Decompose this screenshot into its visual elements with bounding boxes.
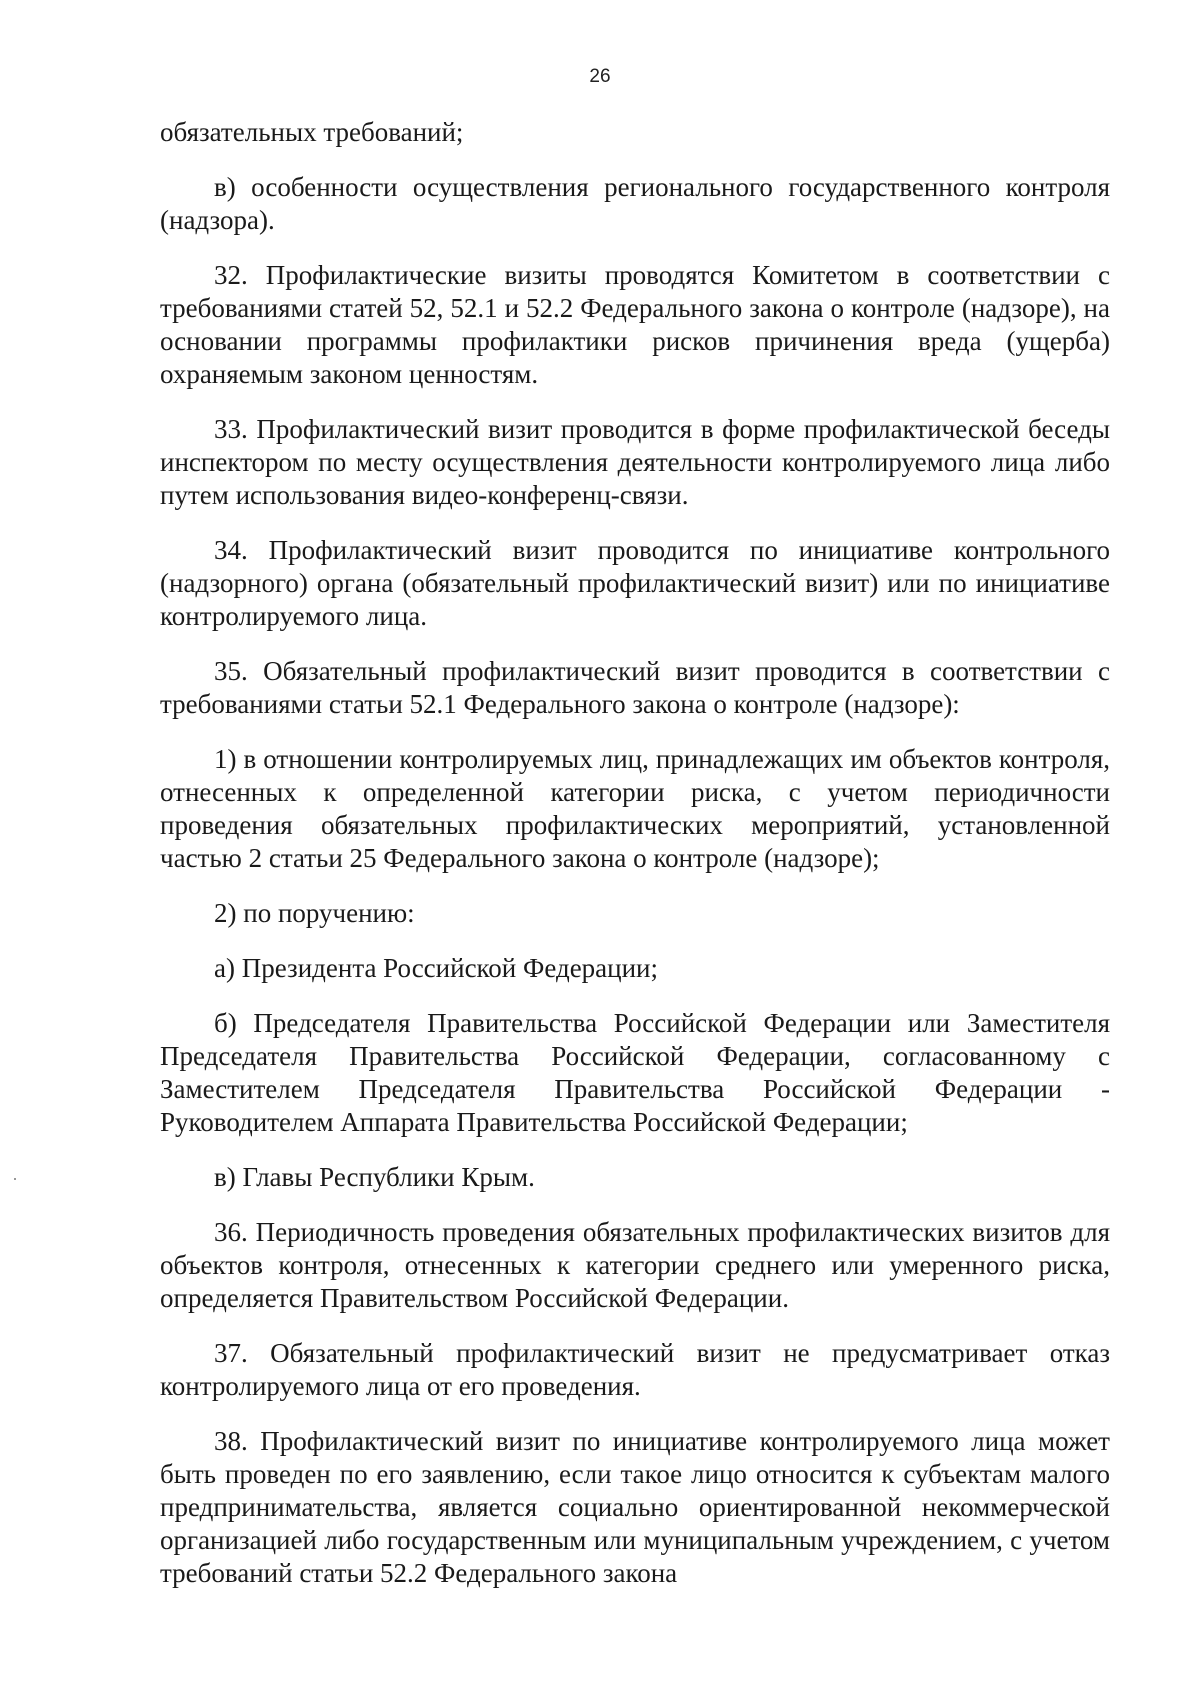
paragraph-37: 37. Обязательный профилактический визит не предусматривает отказ контролируемого лица от его проведения.: [160, 1338, 1110, 1401]
paragraph-35: 35. Обязательный профилактический визит проводится в соответствии с требованиями статьи 52.1 Федерального закона о контроле (надзоре):: [160, 656, 1110, 719]
scan-speck: [14, 1178, 16, 1180]
paragraph-34: 34. Профилактический визит проводится по инициативе контрольного (надзорного) органа (обязательный профилактический визит) или по инициативе контролируемого лица.: [160, 535, 1110, 631]
paragraph-35-2: 2) по поручению:: [214, 898, 415, 928]
document-body: [160, 116, 1110, 1612]
paragraph-35-2-a: а) Президента Российской Федерации;: [214, 953, 659, 983]
paragraph-35-2-b: б) Председателя Правительства Российской Федерации или Заместителя Председателя Правительства Российской Федерации, согласованному с Заместителем Председателя Правительства Российской Федерации - Руководителем Аппарата Правительства Российской Федерации;: [160, 1008, 1110, 1137]
paragraph-36: 36. Периодичность проведения обязательных профилактических визитов для объектов контроля, отнесенных к категории среднего или умеренного риска, определяется Правительством Российской Федерации.: [160, 1217, 1110, 1313]
paragraph-35-1: 1) в отношении контролируемых лиц, принадлежащих им объектов контроля, отнесенных к определенной категории риска, с учетом периодичности проведения обязательных профилактических мероприятий, установленной частью 2 статьи 25 Федерального закона о контроле (надзоре);: [160, 744, 1110, 873]
page-number: 26: [589, 66, 611, 87]
paragraph-38: 38. Профилактический визит по инициативе контролируемого лица может быть проведен по его заявлению, если такое лицо относится к субъектам малого предпринимательства, является социально ориентированной некоммерческой организацией либо государственным или муниципальным учреждением, с учетом требований статьи 52.2 Федерального закона: [160, 1426, 1110, 1588]
paragraph-33: 33. Профилактический визит проводится в форме профилактической беседы инспектором по месту осуществления деятельности контролируемого лица либо путем использования видео-конференц-связи.: [160, 414, 1110, 510]
paragraph-continuation: обязательных требований;: [160, 117, 464, 147]
paragraph-32: 32. Профилактические визиты проводятся Комитетом в соответствии с требованиями статей 52, 52.1 и 52.2 Федерального закона о контроле (надзоре), на основании программы профилактики рисков причинения вреда (ущерба) охраняемым законом ценностям.: [160, 260, 1110, 389]
paragraph-item-v: в) особенности осуществления регионального государственного контроля (надзора).: [160, 172, 1110, 235]
paragraph-35-2-v: в) Главы Республики Крым.: [214, 1162, 535, 1192]
